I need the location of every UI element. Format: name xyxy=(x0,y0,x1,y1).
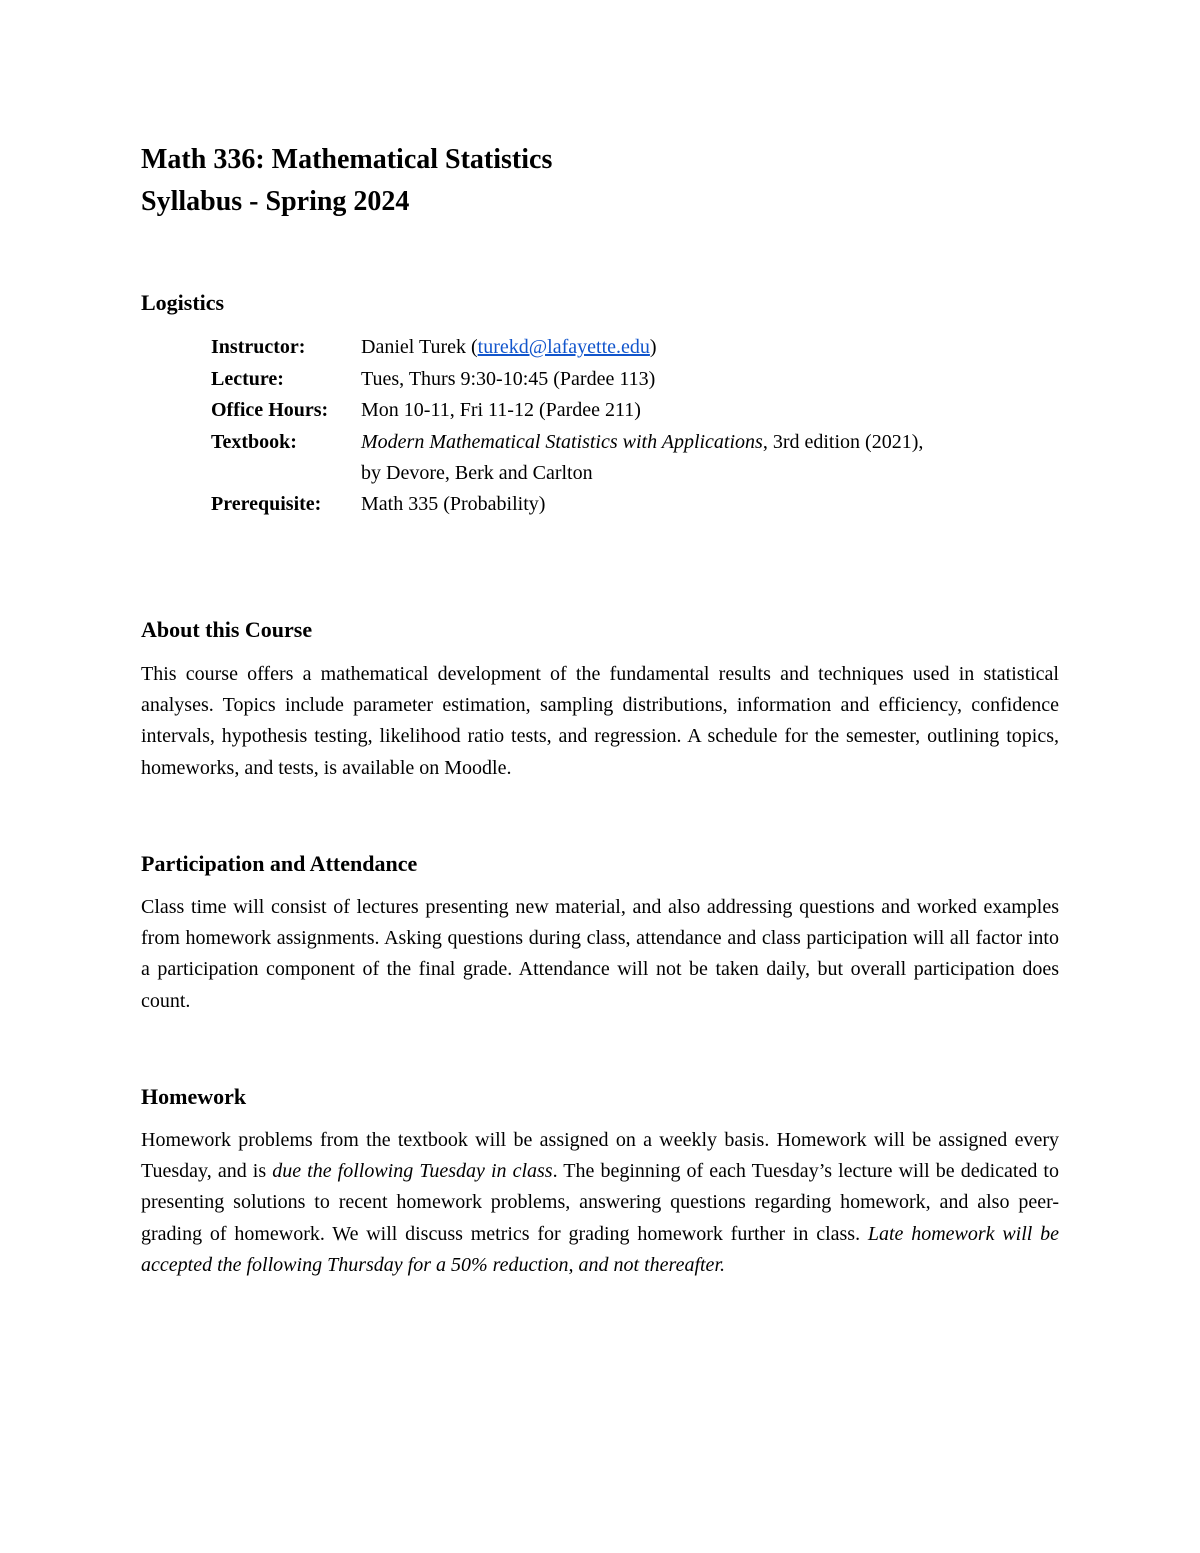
textbook-authors: by Devore, Berk and Carlton xyxy=(361,462,593,484)
about-heading: About this Course xyxy=(141,617,313,642)
textbook-title: Modern Mathematical Statistics with Applications xyxy=(361,431,763,453)
course-title: Math 336: Mathematical Statistics xyxy=(141,144,553,175)
instructor-name: Daniel Turek ( xyxy=(361,336,478,358)
homework-due-text: due the following Tuesday in class xyxy=(272,1160,553,1183)
instructor-label: Instructor: xyxy=(211,336,306,358)
textbook-label: Textbook: xyxy=(211,431,297,453)
about-paragraph: This course offers a mathematical development of the fundamental results and techniques used in statistical analyses. Topics include parameter estimation, sampling distributions, information and efficiency, confidence intervals, hypothesis testing, likelihood ratio tests, and regression. A schedule for the semester, outlining topics, homeworks, and tests, is available on Moodle. xyxy=(141,663,1059,779)
instructor-value xyxy=(361,334,657,360)
syllabus-subtitle: Syllabus - Spring 2024 xyxy=(141,186,410,217)
office-hours-label: Office Hours: xyxy=(211,399,329,421)
textbook-edition: , 3rd edition (2021), xyxy=(762,431,924,453)
homework-heading: Homework xyxy=(141,1084,247,1109)
lecture-label: Lecture: xyxy=(211,368,284,390)
homework-text-2: . The beginning of each Tuesday’s lecture will be dedicated to presenting solutions to recent homework problems, answering questions regarding homework, and also peer-grading of homework. We will discuss metrics for grading homework further in class. xyxy=(141,1160,1059,1245)
prerequisite-label: Prerequisite: xyxy=(211,493,322,515)
homework-late-policy: Late homework will be accepted the following Thursday for a 50% reduction, and not thereafter. xyxy=(141,1222,1059,1276)
homework-text-1: Homework problems from the textbook will be assigned on a weekly basis. Homework will be assigned every Tuesday, and is xyxy=(141,1129,1059,1183)
homework-paragraph xyxy=(141,1125,1059,1281)
lecture-value: Tues, Thurs 9:30-10:45 (Pardee 113) xyxy=(361,368,656,390)
instructor-email-link[interactable]: turekd@lafayette.edu xyxy=(477,336,650,358)
textbook-value xyxy=(361,429,923,455)
office-hours-value: Mon 10-11, Fri 11-12 (Pardee 211) xyxy=(361,399,641,421)
logistics-heading: Logistics xyxy=(141,290,225,315)
prerequisite-value: Math 335 (Probability) xyxy=(361,493,546,515)
participation-paragraph: Class time will consist of lectures presenting new material, and also addressing questions and worked examples from homework assignments. Asking questions during class, attendance and class participation will all factor into a participation component of the final grade. Attendance will not be taken daily, but overall participation does count. xyxy=(141,896,1059,1012)
participation-heading: Participation and Attendance xyxy=(141,851,418,876)
instructor-close-paren: ) xyxy=(649,336,657,358)
